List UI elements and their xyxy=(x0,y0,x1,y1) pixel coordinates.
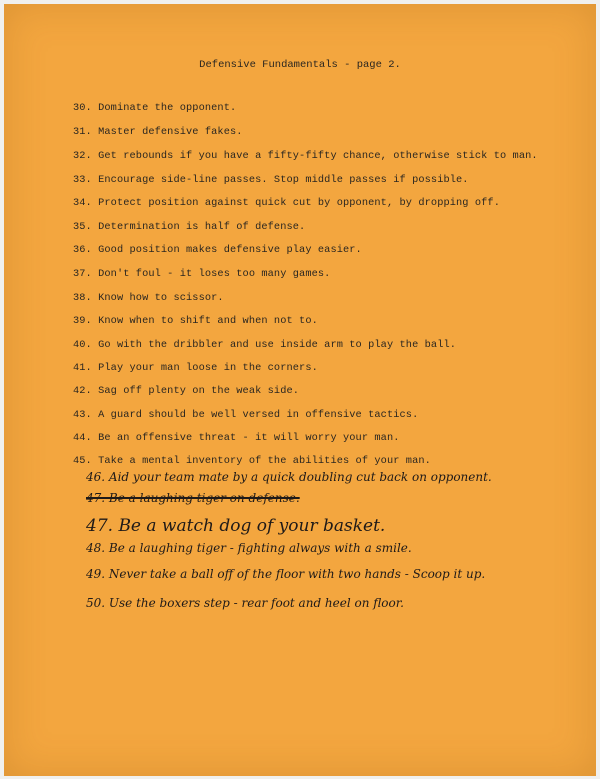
handwritten-item-struck: 47. Be a laughing tiger on defense. xyxy=(86,491,300,505)
list-item: 39. Know when to shift and when not to. xyxy=(73,315,318,327)
list-item: 30. Dominate the opponent. xyxy=(73,102,237,114)
list-item: 43. A guard should be well versed in offensive tactics. xyxy=(73,409,419,421)
list-item: 33. Encourage side-line passes. Stop middle passes if possible. xyxy=(73,174,469,186)
handwritten-item: 47. Be a watch dog of your basket. xyxy=(86,516,386,536)
list-item: 32. Get rebounds if you have a fifty-fifty chance, otherwise stick to man. xyxy=(73,150,538,162)
handwritten-item: 46. Aid your team mate by a quick doubling cut back on opponent. xyxy=(86,470,492,484)
list-item: 37. Don't foul - it loses too many games. xyxy=(73,268,331,280)
list-item: 31. Master defensive fakes. xyxy=(73,126,243,138)
list-item: 34. Protect position against quick cut by opponent, by dropping off. xyxy=(73,197,500,209)
list-item: 41. Play your man loose in the corners. xyxy=(73,362,318,374)
list-item: 35. Determination is half of defense. xyxy=(73,221,306,233)
list-item: 45. Take a mental inventory of the abilities of your man. xyxy=(73,455,431,467)
list-item: 42. Sag off plenty on the weak side. xyxy=(73,385,300,397)
list-item: 40. Go with the dribbler and use inside arm to play the ball. xyxy=(73,339,457,351)
handwritten-item: 49. Never take a ball off of the floor with two hands - Scoop it up. xyxy=(86,567,486,581)
handwritten-item: 50. Use the boxers step - rear foot and heel on floor. xyxy=(86,596,404,610)
handwritten-item: 48. Be a laughing tiger - fighting always with a smile. xyxy=(86,541,412,555)
list-item: 44. Be an offensive threat - it will worry your man. xyxy=(73,432,400,444)
list-item: 38. Know how to scissor. xyxy=(73,292,224,304)
list-item: 36. Good position makes defensive play easier. xyxy=(73,244,362,256)
document-page xyxy=(4,4,596,776)
page-title: Defensive Fundamentals - page 2. xyxy=(199,59,401,71)
